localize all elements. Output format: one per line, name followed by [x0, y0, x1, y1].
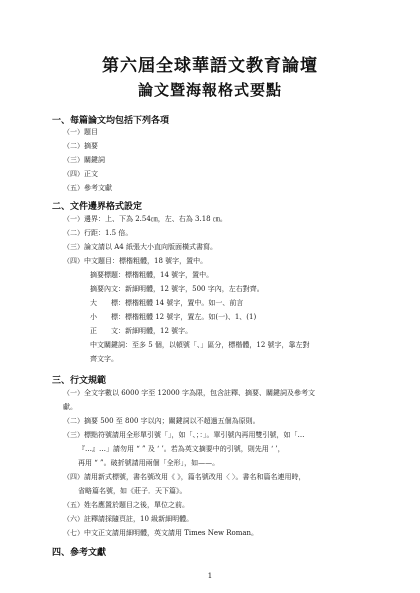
- list-item: 省略篇名號，如《莊子．天下篇》。: [78, 487, 187, 495]
- list-item: （一）全文字數以 6000 字至 12000 字為限，包含註釋、摘要、關鍵詞及參考文: [63, 389, 315, 397]
- list-item: 摘要標題：標楷粗體，14 號字，置中。: [90, 271, 214, 279]
- list-item: （一）題目: [63, 128, 98, 136]
- list-item: （三）標點符號請用全形單引號「」，如「、；：」。單引號內再用雙引號，如「…: [63, 431, 305, 439]
- section-heading-3: 三、行文規範: [52, 376, 107, 386]
- section-heading-1: 一、每篇論文均包括下列各項: [52, 116, 170, 126]
- section-heading-4: 四、參考文獻: [52, 548, 107, 558]
- list-item: （六）註釋請採隨頁註，10 級新細明體。: [63, 515, 194, 523]
- list-item: （二）行距：1.5 倍。: [63, 229, 133, 237]
- list-item: 大 標：標楷粗體 14 號字，置中。如一、前言: [90, 299, 244, 307]
- list-item: 獻。: [63, 403, 77, 411]
- list-item: 『…』…」請勿用 “ ” 及 ‘ ’。若為英文摘要中的引號，則先用 ‘ ’，: [78, 445, 285, 453]
- list-item: （四）正文: [63, 170, 98, 178]
- list-item: （一）邊界：上、下為 2.54㎝，左、右為 3.18 ㎝。: [63, 215, 227, 223]
- list-item: 正 文：新細明體，12 號字。: [90, 327, 193, 335]
- list-item: （三）關鍵詞: [63, 156, 105, 164]
- list-item: 中文關鍵詞：至多 5 個，以頓號「、」區分，標楷體，12 號字，靠左對: [90, 341, 310, 349]
- list-item: （五）姓名應置於題目之後，單位之前。: [63, 501, 189, 509]
- list-item: （二）摘要: [63, 142, 98, 150]
- list-item: （七）中文正文請用細明體，英文請用 Times New Roman。: [63, 529, 259, 537]
- document-subtitle: 論文暨海報格式要點: [137, 81, 282, 99]
- document-title: 第六屆全球華語文教育論壇: [102, 56, 318, 76]
- list-item: 小 標：標楷粗體 12 號字，置左。如(一)、1、(1): [90, 313, 257, 321]
- list-item: 摘要內文：新細明體，12 號字，500 字內，左右對齊。: [90, 285, 264, 293]
- list-item: （四）請用新式標號，書名號改用《 》，篇名號改用〈 〉。書名和篇名連用時，: [63, 473, 306, 481]
- list-item: 齊文字。: [90, 355, 118, 363]
- list-item: （五）參考文獻: [63, 184, 112, 192]
- page-number: 1: [207, 572, 213, 580]
- list-item: （四）中文題目：標楷粗體，18 號字，置中。: [63, 257, 208, 265]
- list-item: 再用 “ ”。破折號請用兩個「全形」，如——。: [78, 459, 220, 467]
- section-heading-2: 二、文件邊界格式設定: [52, 202, 143, 212]
- list-item: （二）摘要 500 至 800 字以內；關鍵詞以不超過五個為原則。: [63, 417, 260, 425]
- list-item: （三）論文請以 A4 紙張大小直向版面橫式書寫。: [63, 243, 217, 251]
